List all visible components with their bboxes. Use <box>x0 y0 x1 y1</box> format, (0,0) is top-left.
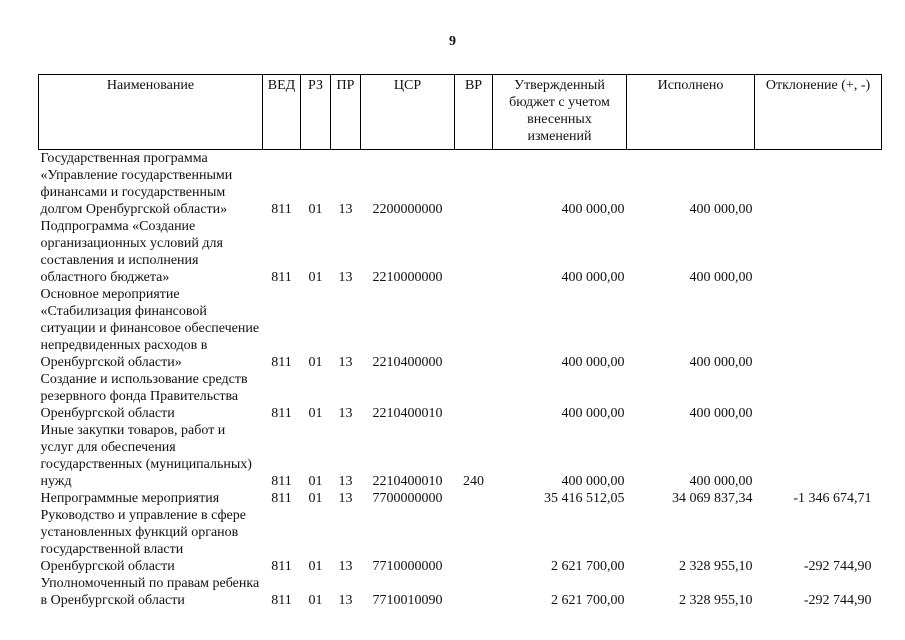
row-rz: 01 <box>308 355 323 370</box>
row-name: Уполномоченный по правам ребенка в Оренбургской области <box>40 576 260 608</box>
header-pr: ПР <box>331 75 361 150</box>
row-executed: 400 000,00 <box>689 202 753 217</box>
budget-execution-table <box>38 74 882 609</box>
header-name: Наименование <box>39 75 263 150</box>
row-executed: 400 000,00 <box>689 355 753 370</box>
row-vr <box>455 286 493 371</box>
row-executed: 34 069 837,34 <box>672 491 753 506</box>
row-rz: 01 <box>308 270 323 285</box>
row-pr: 13 <box>338 355 353 370</box>
row-approved: 400 000,00 <box>561 406 625 421</box>
row-csr: 2210400010 <box>372 406 443 421</box>
row-approved: 35 416 512,05 <box>544 491 625 506</box>
row-ved: 811 <box>271 355 292 370</box>
row-csr: 2210000000 <box>372 270 443 285</box>
table-row <box>39 490 882 507</box>
header-vr: ВР <box>455 75 493 150</box>
row-csr: 7710010090 <box>372 593 443 608</box>
row-deviation <box>755 218 882 286</box>
row-approved: 400 000,00 <box>561 474 625 489</box>
row-deviation <box>755 286 882 371</box>
row-pr: 13 <box>338 559 353 574</box>
row-ved: 811 <box>271 559 292 574</box>
row-deviation: -292 744,90 <box>803 559 872 574</box>
row-ved: 811 <box>271 474 292 489</box>
header-deviation: Отклонение (+, -) <box>755 75 882 150</box>
row-rz: 01 <box>308 474 323 489</box>
row-name: Подпрограмма «Создание организационных условий для составления и исполнения областного бюджета» <box>40 219 223 285</box>
row-pr: 13 <box>338 491 353 506</box>
table-row <box>39 286 882 371</box>
table-row <box>39 422 882 490</box>
row-vr <box>455 371 493 422</box>
row-pr: 13 <box>338 474 353 489</box>
row-deviation: -292 744,90 <box>803 593 872 608</box>
row-approved: 400 000,00 <box>561 202 625 217</box>
row-csr: 2210400000 <box>372 355 443 370</box>
row-rz: 01 <box>308 593 323 608</box>
row-name: Создание и использование средств резервного фонда Правительства Оренбургской области <box>40 372 248 421</box>
row-pr: 13 <box>338 593 353 608</box>
row-rz: 01 <box>308 202 323 217</box>
row-deviation <box>755 371 882 422</box>
row-vr <box>455 218 493 286</box>
row-deviation: -1 346 674,71 <box>793 491 872 506</box>
row-csr: 2200000000 <box>372 202 443 217</box>
row-ved: 811 <box>271 202 292 217</box>
row-rz: 01 <box>308 491 323 506</box>
header-approved: Утвержденный бюджет с учетом внесенных изменений <box>493 75 627 150</box>
header-executed: Исполнено <box>627 75 755 150</box>
table-row <box>39 575 882 609</box>
row-executed: 400 000,00 <box>689 474 753 489</box>
row-executed: 2 328 955,10 <box>679 559 753 574</box>
row-executed: 400 000,00 <box>689 406 753 421</box>
row-ved: 811 <box>271 406 292 421</box>
row-rz: 01 <box>308 559 323 574</box>
row-deviation <box>755 422 882 490</box>
row-vr <box>455 490 493 507</box>
row-ved: 811 <box>271 491 292 506</box>
row-name: Иные закупки товаров, работ и услуг для обеспечения государственных (муниципальных) нужд <box>40 423 252 489</box>
row-approved: 400 000,00 <box>561 355 625 370</box>
row-executed: 400 000,00 <box>689 270 753 285</box>
row-approved: 2 621 700,00 <box>551 593 625 608</box>
row-pr: 13 <box>338 406 353 421</box>
header-csr: ЦСР <box>361 75 455 150</box>
row-vr <box>455 507 493 575</box>
row-vr: 240 <box>463 474 484 489</box>
row-name: Государственная программа «Управление государственными финансами и государственным долгом Оренбургской области» <box>40 151 233 217</box>
page-number: 9 <box>449 34 456 49</box>
row-ved: 811 <box>271 593 292 608</box>
row-deviation <box>755 150 882 219</box>
table-row <box>39 218 882 286</box>
row-name: Непрограммные мероприятия <box>40 491 220 506</box>
row-csr: 2210400010 <box>372 474 443 489</box>
table-row <box>39 507 882 575</box>
row-vr <box>455 150 493 219</box>
table-row <box>39 371 882 422</box>
table-row <box>39 150 882 219</box>
row-name: Основное мероприятие «Стабилизация финансовой ситуации и финансовое обеспечение непредвиденных расходов в Оренбургской области» <box>40 287 260 370</box>
row-approved: 400 000,00 <box>561 270 625 285</box>
row-name: Руководство и управление в сфере установленных функций органов государственной власти Оренбургской области <box>40 508 246 574</box>
row-executed: 2 328 955,10 <box>679 593 753 608</box>
row-pr: 13 <box>338 270 353 285</box>
header-ved: ВЕД <box>263 75 301 150</box>
row-pr: 13 <box>338 202 353 217</box>
row-rz: 01 <box>308 406 323 421</box>
row-approved: 2 621 700,00 <box>551 559 625 574</box>
row-vr <box>455 575 493 609</box>
row-csr: 7710000000 <box>372 559 443 574</box>
table-header-row <box>39 75 882 150</box>
header-rz: РЗ <box>301 75 331 150</box>
row-ved: 811 <box>271 270 292 285</box>
row-csr: 7700000000 <box>372 491 443 506</box>
